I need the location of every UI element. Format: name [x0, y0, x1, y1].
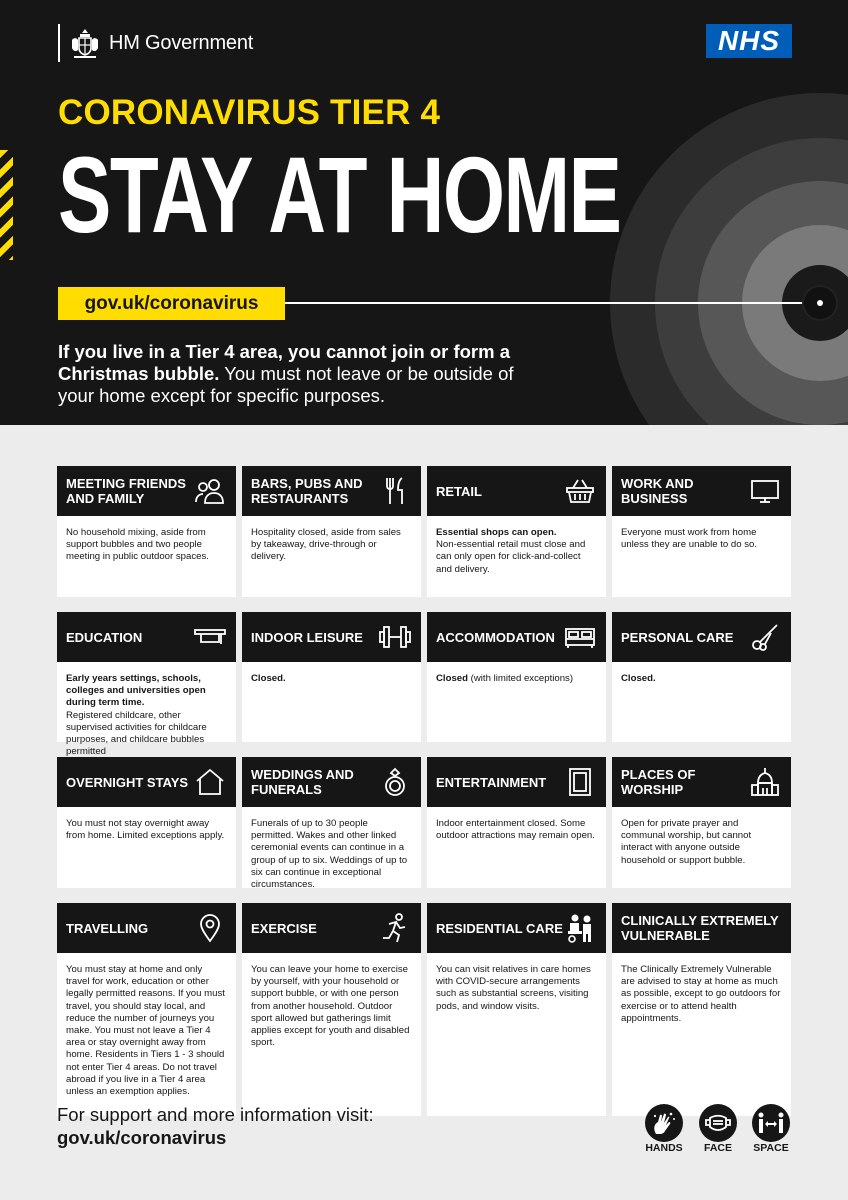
card-body — [242, 807, 421, 891]
card-travelling — [57, 903, 236, 1116]
scissors-icon — [749, 622, 781, 652]
card-text: Registered childcare, other supervised activities for childcare purposes, and childcare bubbles permitted — [66, 709, 207, 758]
card-header — [427, 757, 606, 807]
card-bold: Closed. — [251, 673, 286, 684]
card-body — [612, 662, 791, 742]
card-text: Non-essential retail must close and can only open for click-and-collect and delivery. — [436, 539, 586, 575]
hands-label: HANDS — [645, 1142, 683, 1154]
card-body — [612, 516, 791, 597]
cutlery-icon — [379, 476, 411, 506]
card-text: Funerals of up to 30 people permitted. Wakes and other linked ceremonial events can continue in a group of up to six. Weddings of up to six can continue in exceptional circumstances. — [251, 818, 408, 891]
logo-rule — [58, 24, 60, 62]
card-bold: Early years settings, schools, colleges and universities open during term time. — [66, 673, 206, 709]
card-title: WORK AND BUSINESS — [621, 476, 694, 506]
card-header — [427, 466, 606, 516]
space-label: SPACE — [753, 1142, 789, 1154]
card-text: (with limited exceptions) — [468, 673, 574, 684]
intro-text — [58, 341, 528, 407]
card-body — [242, 516, 421, 597]
hazard-stripes — [0, 150, 13, 260]
card-title: RETAIL — [436, 483, 482, 499]
card-header — [57, 612, 236, 662]
card-header — [242, 757, 421, 807]
dumbbell-icon — [379, 622, 411, 652]
card-body — [242, 953, 421, 1116]
card-title: EXERCISE — [251, 920, 317, 936]
royal-crest-icon — [70, 26, 100, 60]
card-header — [427, 612, 606, 662]
card-title: WEDDINGS AND FUNERALS — [251, 767, 354, 797]
ring-icon — [379, 767, 411, 797]
card-title: PERSONAL CARE — [621, 629, 734, 645]
card-title: ACCOMMODATION — [436, 629, 555, 645]
card-places-of-worship — [612, 757, 791, 888]
card-meeting-friends — [57, 466, 236, 597]
card-title: RESIDENTIAL CARE — [436, 920, 563, 936]
footer-text: For support and more information visit: — [57, 1104, 374, 1125]
card-header — [612, 612, 791, 662]
card-header — [427, 903, 606, 953]
face-mask-icon — [699, 1104, 737, 1142]
tier-heading: CORONAVIRUS TIER 4 — [58, 93, 441, 132]
card-residential-care — [427, 903, 606, 1116]
nhs-logo: NHS — [706, 24, 792, 58]
card-header — [612, 757, 791, 807]
card-work — [612, 466, 791, 597]
card-weddings-funerals — [242, 757, 421, 891]
link-dot — [802, 285, 838, 321]
basket-icon — [564, 476, 596, 506]
card-text: Everyone must work from home unless they are unable to do so. — [621, 527, 758, 551]
face-label: FACE — [703, 1142, 732, 1154]
card-body — [427, 953, 606, 1116]
card-body — [57, 516, 236, 597]
people-icon — [194, 476, 226, 506]
monitor-icon — [749, 476, 781, 506]
card-title: MEETING FRIENDS AND FAMILY — [66, 476, 186, 506]
card-text: The Clinically Extremely Vulnerable are advised to stay at home as much as possible, except to go outdoors for exercise or to attend health appointments. — [621, 964, 781, 1024]
card-header — [242, 466, 421, 516]
card-header — [242, 612, 421, 662]
hands-icon — [645, 1104, 683, 1142]
card-body — [427, 662, 606, 742]
intro-rest: You must not leave or be outside of your home except for specific purposes. — [58, 363, 514, 406]
link-line — [285, 302, 820, 304]
card-body — [57, 953, 236, 1116]
card-title: TRAVELLING — [66, 920, 149, 936]
card-header — [612, 903, 791, 953]
card-text: No household mixing, aside from support bubbles and two people meeting in public outdoor spaces. — [66, 527, 209, 563]
card-title: CLINICALLY EXTREMELY VULNERABLE — [621, 913, 779, 943]
bed-icon — [564, 622, 596, 652]
card-title: OVERNIGHT STAYS — [66, 774, 189, 790]
card-clinically-vulnerable — [612, 903, 791, 1116]
card-title: BARS, PUBS AND RESTAURANTS — [251, 476, 363, 506]
location-pin-icon — [194, 913, 226, 943]
rules-grid — [57, 466, 791, 1131]
card-indoor-leisure — [242, 612, 421, 742]
card-title: ENTERTAINMENT — [436, 774, 547, 790]
card-text: You can visit relatives in care homes with COVID-secure arrangements such as substantial screens, visiting pods, and window visits. — [436, 964, 591, 1012]
card-body — [57, 807, 236, 888]
card-body — [612, 807, 791, 888]
card-bold: Closed. — [621, 673, 656, 684]
card-entertainment — [427, 757, 606, 888]
card-text: Hospitality closed, aside from sales by takeaway, drive-through or delivery. — [251, 527, 401, 563]
card-text: You must not stay overnight away from home. Limited exceptions apply. — [66, 818, 225, 842]
card-header — [612, 466, 791, 516]
intro-bold: If you live in a Tier 4 area, you cannot join or form a Christmas bubble. — [58, 341, 510, 384]
card-retail — [427, 466, 606, 597]
government-name: HM Government — [109, 31, 254, 54]
footer-link[interactable]: gov.uk/coronavirus — [57, 1127, 227, 1148]
runner-icon — [379, 913, 411, 943]
card-personal-care — [612, 612, 791, 742]
website-link[interactable]: gov.uk/coronavirus — [58, 287, 285, 320]
card-title: EDUCATION — [66, 629, 143, 645]
space-icon — [752, 1104, 790, 1142]
card-text: You must stay at home and only travel for work, education or other legally permitted reasons. If you must travel, you should stay local, and reduce the number of journeys you make. You must not leave a Tier 4 area or stay overnight away from home. Residents in Tiers 1 - 3 should not enter Tier 4 areas. Do not travel abroad if you live in a Tier 4 area unless an exemption applies. — [66, 964, 225, 1098]
graduation-cap-icon — [194, 622, 226, 652]
header-banner — [0, 0, 848, 425]
card-text: You can leave your home to exercise by yourself, with your household or support bubble, or with one person from another household. Outdoor sport allowed but gatherings limit applies except for youth and disabled sport. — [251, 964, 410, 1049]
hm-government-logo — [58, 24, 253, 62]
card-body — [427, 807, 606, 888]
card-title: INDOOR LEISURE — [251, 629, 363, 645]
card-text: Indoor entertainment closed. Some outdoor attractions may remain open. — [436, 818, 595, 842]
house-icon — [194, 767, 226, 797]
card-accommodation — [427, 612, 606, 742]
card-body — [57, 662, 236, 758]
card-bars-pubs — [242, 466, 421, 597]
page-title: STAY AT HOME — [58, 134, 621, 255]
card-header — [242, 903, 421, 953]
card-title: PLACES OF WORSHIP — [621, 767, 696, 797]
care-visit-icon — [564, 913, 596, 943]
card-body — [242, 662, 421, 742]
card-body — [612, 953, 791, 1116]
card-text: Open for private prayer and communal worship, but cannot interact with anyone outside household or support bubble. — [621, 818, 752, 866]
card-exercise — [242, 903, 421, 1116]
card-education — [57, 612, 236, 758]
card-bold: Closed — [436, 673, 468, 684]
place-of-worship-icon — [749, 767, 781, 797]
card-header — [57, 466, 236, 516]
picture-frame-icon — [564, 767, 596, 797]
card-body — [427, 516, 606, 597]
card-header — [57, 903, 236, 953]
card-header — [57, 757, 236, 807]
card-overnight-stays — [57, 757, 236, 888]
card-bold: Essential shops can open. — [436, 527, 557, 538]
